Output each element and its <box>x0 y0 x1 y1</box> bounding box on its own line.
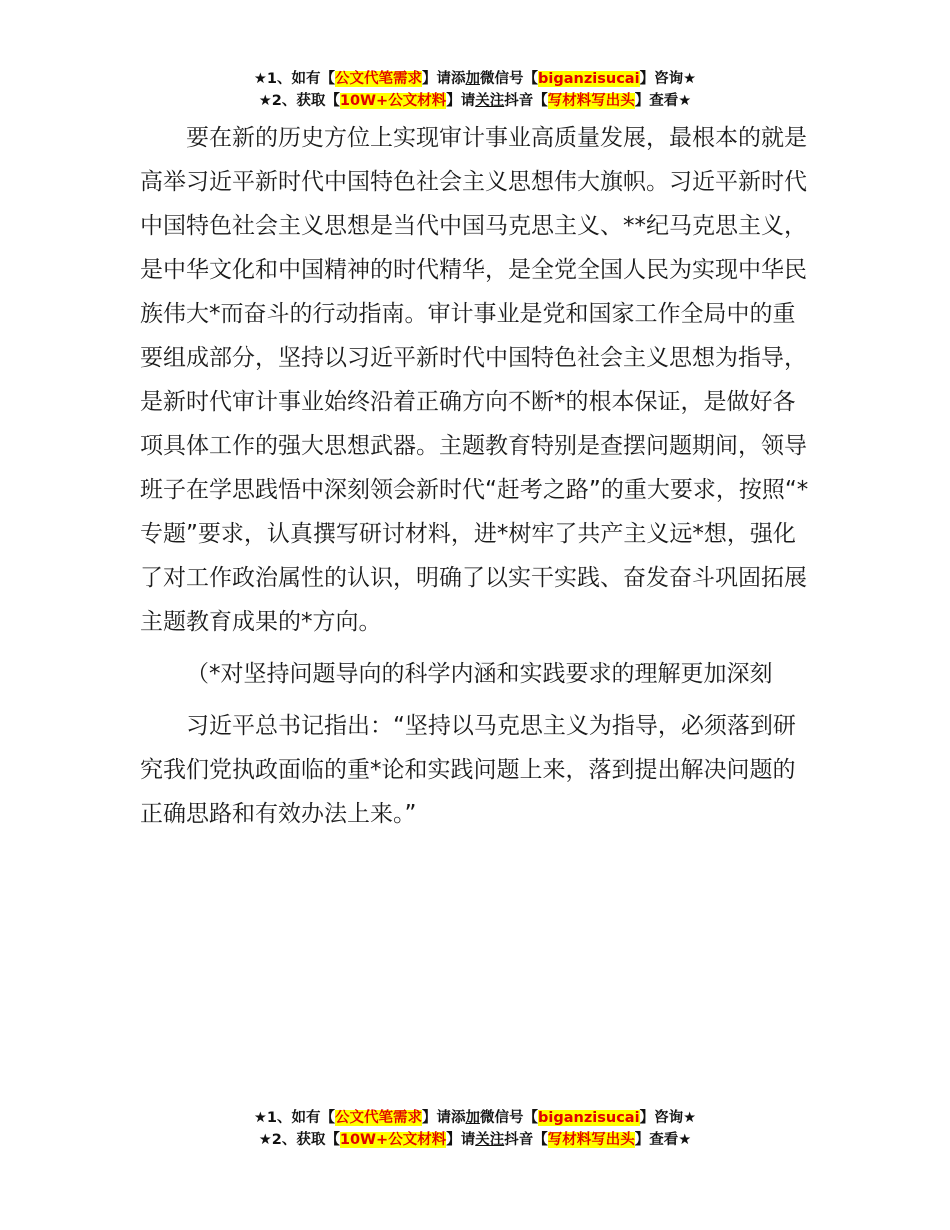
banner-line-1 <box>0 1107 950 1129</box>
banner-text: 抖音【 <box>504 93 548 109</box>
banner-text: ★1、如有【 <box>253 71 336 87</box>
banner-text: 】请 <box>446 93 476 109</box>
header-banner <box>0 68 950 112</box>
banner-underline: 加 <box>465 1110 481 1126</box>
banner-underline: 关注 <box>475 93 505 109</box>
banner-line-2 <box>0 1129 950 1151</box>
banner-text: 】请 <box>446 1132 476 1148</box>
banner-text: 微信号【 <box>480 71 539 87</box>
banner-text: ★2、获取【 <box>258 1132 340 1148</box>
paragraph: 要在新的历史方位上实现审计事业高质量发展，最根本的就是高举习近平新时代中国特色社会主义思想伟大旗帜。习近平新时代中国特色社会主义思想是当代中国马克思主义、**纪马克思主义，是中华文化和中国精神的时代精华，是全党全国人民为实现中华民族伟大*而奋斗的行动指南。审计事业是党和国家工作全局中的重要组成部分，坚持以习近平新时代中国特色社会主义思想为指导，是新时代审计事业始终沿着正确方向不断*的根本保证，是做好各项具体工作的强大思想武器。主题教育特别是查摆问题期间，领导班子在学思践悟中深刻领会新时代“赶考之路”的重大要求，按照“*专题”要求，认真撰写研讨材料，进*树牢了共产主义远*想，强化了对工作政治属性的认识，明确了以实干实践、奋发奋斗巩固拓展主题教育成果的*方向。 <box>140 125 809 635</box>
banner-line-1 <box>0 68 950 90</box>
footer-banner <box>0 1107 950 1151</box>
banner-underline: 关注 <box>475 1132 505 1148</box>
banner-text: 】请添 <box>422 71 466 87</box>
banner-text: ★2、获取【 <box>258 93 340 109</box>
banner-line-2 <box>0 90 950 112</box>
paragraph: 习近平总书记指出：“坚持以马克思主义为指导，必须落到研究我们党执政面临的重*论和实践问题上来，落到提出解决问题的正确思路和有效办法上来。” <box>140 713 796 827</box>
banner-highlight: biganzisucai <box>538 71 640 87</box>
banner-highlight: 10W+公文材料 <box>339 1132 447 1148</box>
banner-text: 】请添 <box>422 1110 466 1126</box>
banner-highlight: biganzisucai <box>538 1110 640 1126</box>
banner-text: 微信号【 <box>480 1110 539 1126</box>
banner-text: ★1、如有【 <box>253 1110 336 1126</box>
banner-text: 抖音【 <box>504 1132 548 1148</box>
banner-text: 】咨询★ <box>639 71 697 87</box>
document-body <box>140 116 814 836</box>
banner-text: 】咨询★ <box>639 1110 697 1126</box>
paragraph-heading: （*对坚持问题导向的科学内涵和实践要求的理解更加深刻 <box>186 661 773 687</box>
banner-text: 】查看★ <box>634 1132 692 1148</box>
banner-highlight: 写材料写出头 <box>547 93 635 109</box>
banner-underline: 加 <box>465 71 481 87</box>
banner-highlight: 写材料写出头 <box>547 1132 635 1148</box>
banner-highlight: 公文代笔需求 <box>335 1110 423 1126</box>
banner-text: 】查看★ <box>634 93 692 109</box>
banner-highlight: 10W+公文材料 <box>339 93 447 109</box>
banner-highlight: 公文代笔需求 <box>335 71 423 87</box>
